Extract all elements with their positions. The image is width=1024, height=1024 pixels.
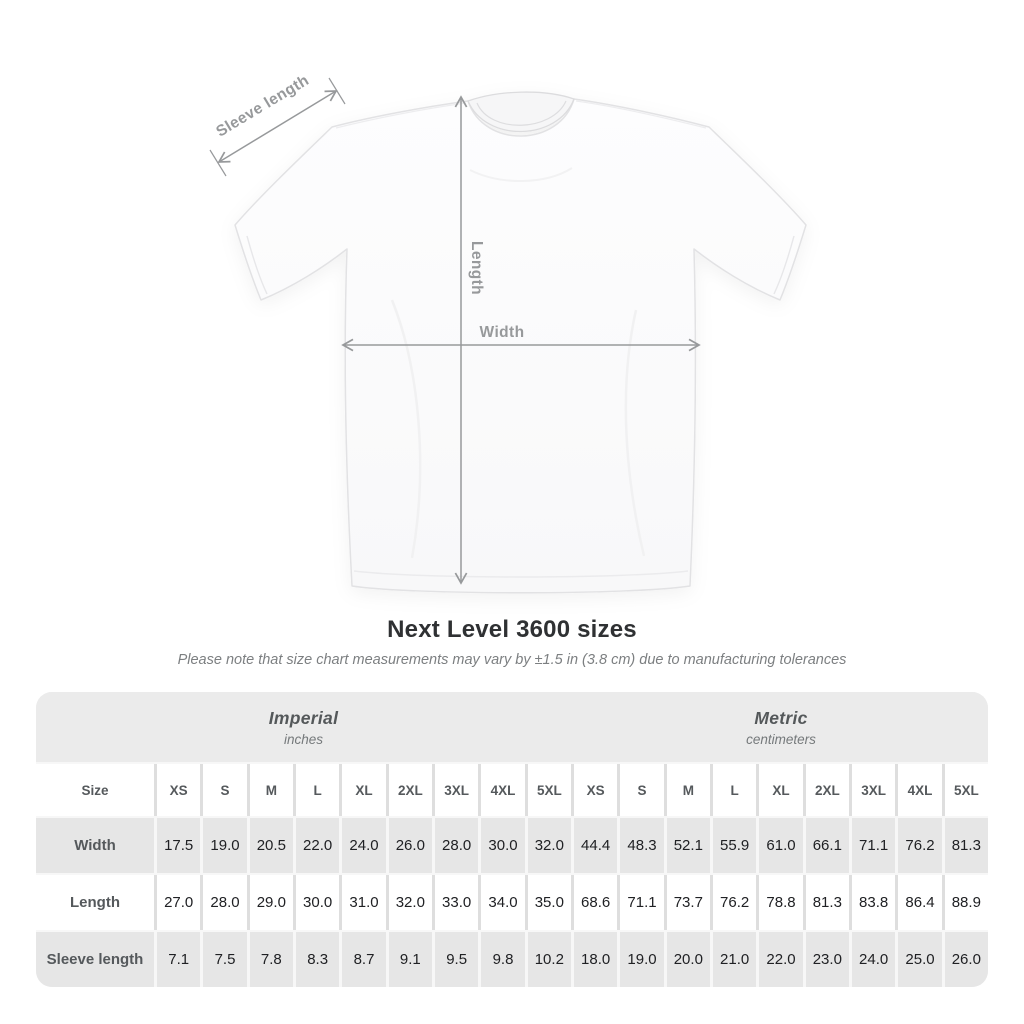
value-cell: 29.0 <box>250 875 293 930</box>
size-header-cell: 2XL <box>389 764 432 816</box>
value-cell: 25.0 <box>898 932 941 987</box>
length-label: Length <box>468 240 485 296</box>
value-cell: 19.0 <box>203 818 246 873</box>
value-cell: 73.7 <box>667 875 710 930</box>
value-cell: 44.4 <box>574 818 617 873</box>
size-header-cell: 5XL <box>528 764 571 816</box>
value-cell: 78.8 <box>759 875 802 930</box>
value-cell: 24.0 <box>342 818 385 873</box>
value-cell: 7.1 <box>157 932 200 987</box>
imperial-unit: inches <box>283 731 324 747</box>
size-header-cell: 5XL <box>945 764 988 816</box>
unit-header-band <box>36 692 988 762</box>
row-label: Width <box>36 818 154 873</box>
value-cell: 88.9 <box>945 875 988 930</box>
size-table <box>36 692 988 987</box>
value-cell: 52.1 <box>667 818 710 873</box>
size-header-row <box>36 764 988 816</box>
tolerance-note: Please note that size chart measurements may vary by ±1.5 in (3.8 cm) due to manufacturing tolerances <box>177 652 847 668</box>
table-row <box>36 932 988 987</box>
value-cell: 30.0 <box>481 818 524 873</box>
size-header-cell: XL <box>342 764 385 816</box>
value-cell: 9.1 <box>389 932 432 987</box>
size-header-cell: L <box>713 764 756 816</box>
sleeve-extension-tick <box>329 78 345 104</box>
value-cell: 8.3 <box>296 932 339 987</box>
value-cell: 21.0 <box>713 932 756 987</box>
value-cell: 26.0 <box>389 818 432 873</box>
value-cell: 7.5 <box>203 932 246 987</box>
value-cell: 30.0 <box>296 875 339 930</box>
value-cell: 83.8 <box>852 875 895 930</box>
value-cell: 66.1 <box>806 818 849 873</box>
sleeve-length-label: Sleeve length <box>213 71 313 141</box>
row-label: Sleeve length <box>36 932 154 987</box>
row-label: Length <box>36 875 154 930</box>
value-cell: 76.2 <box>713 875 756 930</box>
metric-unit-header <box>574 692 988 762</box>
value-cell: 55.9 <box>713 818 756 873</box>
value-cell: 22.0 <box>296 818 339 873</box>
size-header-cell: XL <box>759 764 802 816</box>
value-cell: 35.0 <box>528 875 571 930</box>
value-cell: 22.0 <box>759 932 802 987</box>
size-header-cell: M <box>250 764 293 816</box>
value-cell: 81.3 <box>945 818 988 873</box>
value-cell: 86.4 <box>898 875 941 930</box>
value-cell: 24.0 <box>852 932 895 987</box>
value-cell: 34.0 <box>481 875 524 930</box>
size-header-cell: 4XL <box>481 764 524 816</box>
size-header-cell: S <box>203 764 246 816</box>
value-cell: 26.0 <box>945 932 988 987</box>
value-cell: 32.0 <box>528 818 571 873</box>
value-cell: 10.2 <box>528 932 571 987</box>
size-header-cell: L <box>296 764 339 816</box>
value-cell: 20.5 <box>250 818 293 873</box>
value-cell: 18.0 <box>574 932 617 987</box>
value-cell: 9.5 <box>435 932 478 987</box>
page-title: Next Level 3600 sizes <box>387 616 637 643</box>
sleeve-extension-tick <box>210 150 226 176</box>
metric-label: Metric <box>754 707 808 728</box>
value-cell: 71.1 <box>620 875 663 930</box>
width-label: Width <box>479 324 525 341</box>
value-cell: 28.0 <box>435 818 478 873</box>
value-cell: 28.0 <box>203 875 246 930</box>
value-cell: 17.5 <box>157 818 200 873</box>
value-cell: 81.3 <box>806 875 849 930</box>
imperial-unit-header <box>36 692 571 762</box>
value-cell: 48.3 <box>620 818 663 873</box>
value-cell: 33.0 <box>435 875 478 930</box>
imperial-label: Imperial <box>268 707 339 728</box>
value-cell: 23.0 <box>806 932 849 987</box>
tshirt-mockup <box>235 92 806 593</box>
size-header-cell: 4XL <box>898 764 941 816</box>
size-header-cell: 3XL <box>435 764 478 816</box>
value-cell: 31.0 <box>342 875 385 930</box>
size-header-cell: 3XL <box>852 764 895 816</box>
table-row <box>36 875 988 930</box>
table-row <box>36 818 988 873</box>
size-header-cell: XS <box>574 764 617 816</box>
value-cell: 32.0 <box>389 875 432 930</box>
value-cell: 7.8 <box>250 932 293 987</box>
size-table-rows <box>36 762 988 987</box>
value-cell: 61.0 <box>759 818 802 873</box>
value-cell: 71.1 <box>852 818 895 873</box>
size-header-cell: M <box>667 764 710 816</box>
value-cell: 20.0 <box>667 932 710 987</box>
value-cell: 27.0 <box>157 875 200 930</box>
value-cell: 9.8 <box>481 932 524 987</box>
size-header-cell: S <box>620 764 663 816</box>
value-cell: 68.6 <box>574 875 617 930</box>
value-cell: 76.2 <box>898 818 941 873</box>
title-block <box>0 616 1024 669</box>
size-header-cell: 2XL <box>806 764 849 816</box>
value-cell: 8.7 <box>342 932 385 987</box>
size-column-header: Size <box>36 764 154 816</box>
metric-unit: centimeters <box>746 731 816 747</box>
size-header-cell: XS <box>157 764 200 816</box>
value-cell: 19.0 <box>620 932 663 987</box>
